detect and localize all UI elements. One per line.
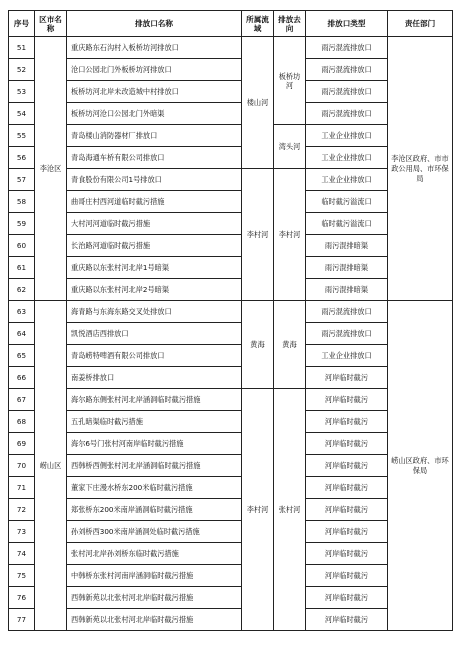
table-row [9, 499, 453, 521]
row-no: 77 [9, 609, 35, 631]
row-no: 64 [9, 323, 35, 345]
outlet-type: 雨污混排暗渠 [306, 235, 388, 257]
table-row [9, 433, 453, 455]
row-no: 75 [9, 565, 35, 587]
outlet-name: 青食股份有限公司1号排放口 [67, 169, 242, 191]
row-no: 60 [9, 235, 35, 257]
row-no: 71 [9, 477, 35, 499]
outlet-type: 河岸临时截污 [306, 455, 388, 477]
header-destination: 排放去向 [274, 11, 306, 37]
outlet-type: 河岸临时截污 [306, 609, 388, 631]
discharge-outlet-table-page [8, 10, 453, 631]
outlet-name: 西韩新苑以北张村河北岸临时截污措施 [67, 587, 242, 609]
row-no: 54 [9, 103, 35, 125]
table-row [9, 125, 453, 147]
outlet-name: 五孔暗渠临时截污措施 [67, 411, 242, 433]
outlet-name: 董家下庄漫水桥东200米临时截污措施 [67, 477, 242, 499]
header-name: 排放口名称 [67, 11, 242, 37]
outlet-type: 河岸临时截污 [306, 499, 388, 521]
outlet-name: 青岛崂特啤酒有限公司排放口 [67, 345, 242, 367]
table-row [9, 345, 453, 367]
outlet-name: 海尔6号门张村河南岸临时截污措施 [67, 433, 242, 455]
outlet-type: 河岸临时截污 [306, 587, 388, 609]
outlet-type: 河岸临时截污 [306, 389, 388, 411]
table-row [9, 257, 453, 279]
row-no: 61 [9, 257, 35, 279]
destination-cell: 黄海 [274, 301, 306, 389]
table-row [9, 169, 453, 191]
outlet-name: 板桥坊河沧口公园北门外暗渠 [67, 103, 242, 125]
row-no: 70 [9, 455, 35, 477]
outlet-type: 河岸临时截污 [306, 477, 388, 499]
row-no: 69 [9, 433, 35, 455]
outlet-type: 雨污混流排放口 [306, 301, 388, 323]
table-row [9, 191, 453, 213]
outlet-name: 郑张桥东200米南岸涵洞临时截污措施 [67, 499, 242, 521]
outlet-type: 河岸临时截污 [306, 521, 388, 543]
department-cell: 李沧区政府、市市政公用局、市环保局 [388, 37, 453, 301]
outlet-type: 河岸临时截污 [306, 565, 388, 587]
table-row [9, 455, 453, 477]
table-row [9, 81, 453, 103]
outlet-name: 西韩桥西侧张村河北岸涵洞临时截污措施 [67, 455, 242, 477]
table-row [9, 323, 453, 345]
row-no: 51 [9, 37, 35, 59]
table-row [9, 587, 453, 609]
table-row [9, 279, 453, 301]
row-no: 63 [9, 301, 35, 323]
outlet-type: 工业企业排放口 [306, 345, 388, 367]
outlet-name: 沧口公园北门外板桥坊河排放口 [67, 59, 242, 81]
district-cell: 崂山区 [35, 301, 67, 631]
row-no: 73 [9, 521, 35, 543]
outlet-type: 雨污混流排放口 [306, 323, 388, 345]
outlet-name: 孙刘桥西300米南岸涵洞处临时截污措施 [67, 521, 242, 543]
outlet-name: 重庆路东石沟村入板桥坊河排放口 [67, 37, 242, 59]
table-row [9, 37, 453, 59]
department-cell: 崂山区政府、市环保局 [388, 301, 453, 631]
outlet-name: 青岛海通车桥有限公司排放口 [67, 147, 242, 169]
table-row [9, 521, 453, 543]
table-row [9, 543, 453, 565]
outlet-name: 西韩新苑以北张村河北岸临时截污措施 [67, 609, 242, 631]
row-no: 76 [9, 587, 35, 609]
outlet-type: 工业企业排放口 [306, 147, 388, 169]
outlet-type: 河岸临时截污 [306, 543, 388, 565]
destination-cell: 李村河 [274, 169, 306, 301]
row-no: 59 [9, 213, 35, 235]
table-row [9, 235, 453, 257]
destination-cell: 板桥坊河 [274, 37, 306, 125]
row-no: 58 [9, 191, 35, 213]
outlet-type: 临时截污溢流口 [306, 213, 388, 235]
outlet-name: 大村河河道临时截污措施 [67, 213, 242, 235]
table-row [9, 411, 453, 433]
table-row [9, 147, 453, 169]
row-no: 53 [9, 81, 35, 103]
district-cell: 李沧区 [35, 37, 67, 301]
row-no: 55 [9, 125, 35, 147]
row-no: 57 [9, 169, 35, 191]
outlet-name: 南姜桥排放口 [67, 367, 242, 389]
basin-cell: 黄海 [242, 301, 274, 389]
row-no: 62 [9, 279, 35, 301]
header-type: 排放口类型 [306, 11, 388, 37]
row-no: 56 [9, 147, 35, 169]
outlet-type: 河岸临时截污 [306, 367, 388, 389]
table-row [9, 609, 453, 631]
outlet-name: 中韩桥东张村河南岸涵洞临时截污措施 [67, 565, 242, 587]
outlet-name: 张村河北岸孙刘桥东临时截污措施 [67, 543, 242, 565]
outlet-type: 工业企业排放口 [306, 125, 388, 147]
outlet-type: 雨污混流排放口 [306, 103, 388, 125]
table-row [9, 59, 453, 81]
table-row [9, 477, 453, 499]
table-row [9, 213, 453, 235]
outlet-name: 长治路河道临时截污措施 [67, 235, 242, 257]
row-no: 72 [9, 499, 35, 521]
row-no: 65 [9, 345, 35, 367]
header-no: 序号 [9, 11, 35, 37]
table-row [9, 367, 453, 389]
table-row [9, 565, 453, 587]
outlet-type: 雨污混排暗渠 [306, 279, 388, 301]
basin-cell: 楼山河 [242, 37, 274, 169]
outlet-name: 重庆路以东张村河北岸2号暗渠 [67, 279, 242, 301]
table-header-row [9, 11, 453, 37]
outlet-type: 河岸临时截污 [306, 411, 388, 433]
table-row [9, 389, 453, 411]
outlet-type: 河岸临时截污 [306, 433, 388, 455]
basin-cell: 李村河 [242, 169, 274, 301]
outlet-name: 海青路与东海东路交叉处排放口 [67, 301, 242, 323]
table-row [9, 103, 453, 125]
basin-cell: 李村河 [242, 389, 274, 631]
row-no: 67 [9, 389, 35, 411]
destination-cell: 张村河 [274, 389, 306, 631]
header-district: 区市名称 [35, 11, 67, 37]
destination-cell: 湾头河 [274, 125, 306, 169]
header-department: 责任部门 [388, 11, 453, 37]
outlet-type: 工业企业排放口 [306, 169, 388, 191]
outlet-type: 雨污混流排放口 [306, 37, 388, 59]
outlet-type: 雨污混排暗渠 [306, 257, 388, 279]
outlet-name: 曲哥庄村西河道临时截污措施 [67, 191, 242, 213]
outlet-name: 凯悦酒店西排放口 [67, 323, 242, 345]
outlet-name: 板桥坊河北岸未改造城中村排放口 [67, 81, 242, 103]
row-no: 66 [9, 367, 35, 389]
outlet-type: 雨污混流排放口 [306, 59, 388, 81]
row-no: 68 [9, 411, 35, 433]
outlet-type: 临时截污溢流口 [306, 191, 388, 213]
outlet-type: 雨污混流排放口 [306, 81, 388, 103]
outlet-name: 青岛楼山消防器材厂排放口 [67, 125, 242, 147]
outlet-name: 重庆路以东张村河北岸1号暗渠 [67, 257, 242, 279]
discharge-outlet-table [8, 10, 453, 631]
header-basin: 所属流域 [242, 11, 274, 37]
table-row [9, 301, 453, 323]
row-no: 74 [9, 543, 35, 565]
row-no: 52 [9, 59, 35, 81]
outlet-name: 海尔路东侧张村河北岸涵洞临时截污措施 [67, 389, 242, 411]
